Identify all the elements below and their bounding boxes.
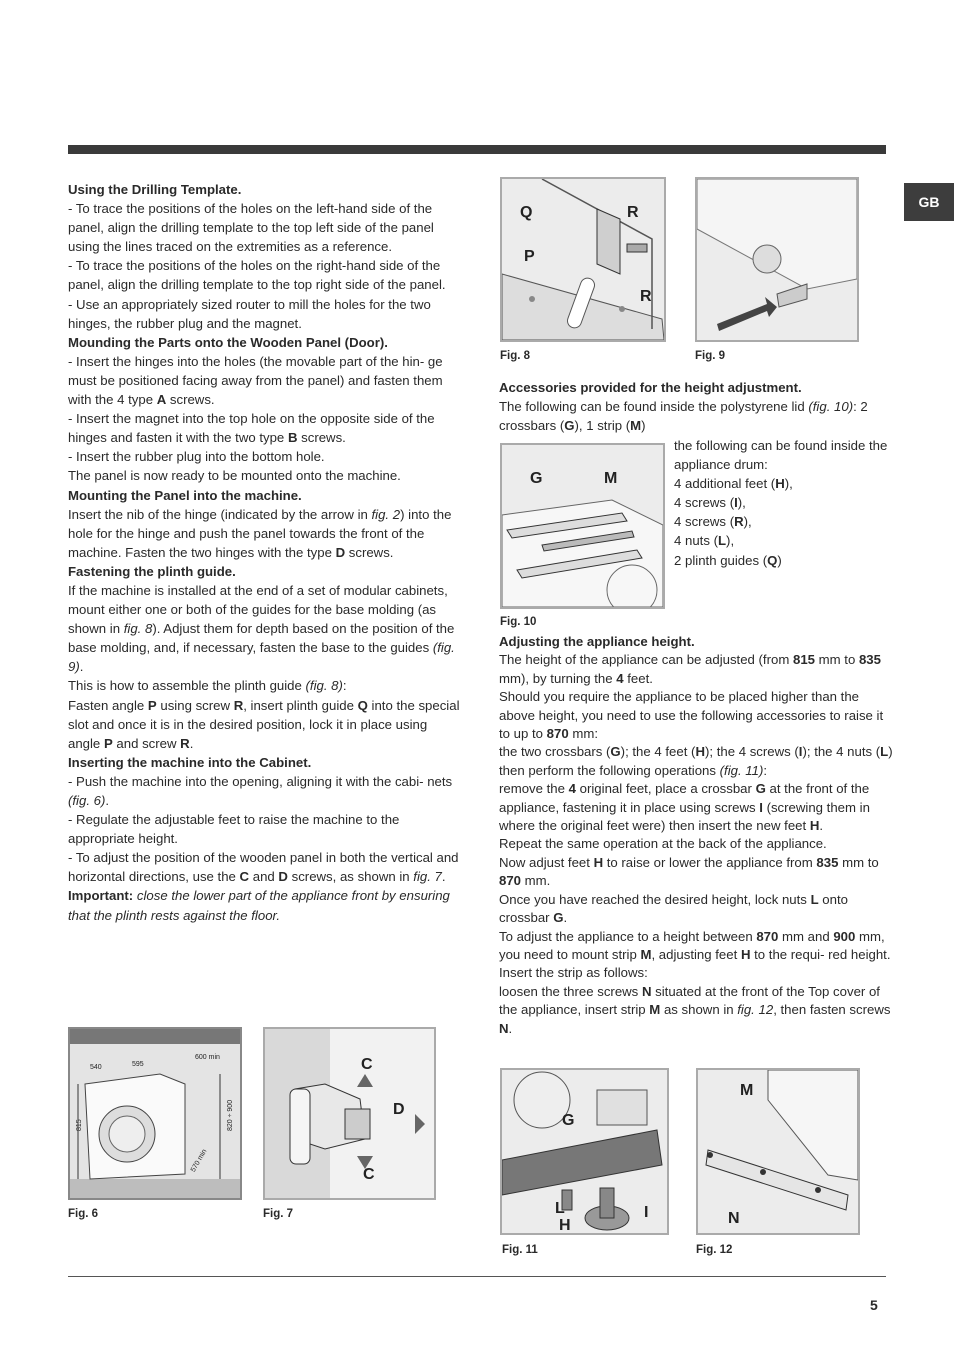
paragraph: remove the 4 original feet, place a crossbar G at the front of the appliance, fastening it in place using screws I (screwing them in where the original feet were) then insert the new feet H. xyxy=(499,781,870,834)
language-tab: GB xyxy=(904,183,954,221)
paragraph: - To trace the positions of the holes on the right-hand side of the panel, align the drilling template to the top right side of the panel. xyxy=(68,258,446,293)
section-title-mounting: Mounting the Panel into the machine. xyxy=(68,487,302,503)
important-note: Important: close the lower part of the appliance front by ensuring that the plinth rests against the floor. xyxy=(68,888,450,923)
figure-11-image xyxy=(500,1068,669,1235)
paragraph: If the machine is installed at the end of a set of modular cabinets, mount either one or both of the guides for the base molding (as shown in fig. 8). Adjust them for depth based on the position of the base molding, and, if necessary, fasten the base to the guides (fig. 9). xyxy=(68,582,455,675)
fig7-label-d: D xyxy=(393,1101,405,1118)
paragraph: - Use an appropriately sized router to mill the holes for the two hinges, the rubber plug and the magnet. xyxy=(68,296,431,331)
figure-12-image xyxy=(696,1068,860,1235)
fig10-label-g: G xyxy=(530,470,543,487)
list-item: 2 plinth guides (Q) xyxy=(674,552,782,568)
paragraph: This is how to assemble the plinth guide (fig. 8): xyxy=(68,678,347,694)
section-title-adjusting: Adjusting the appliance height. xyxy=(499,634,695,649)
figure-9-caption: Fig. 9 xyxy=(695,350,726,362)
fig11-label-g: G xyxy=(562,1112,575,1129)
fig11-label-i: I xyxy=(644,1204,649,1221)
paragraph: - To adjust the position of the wooden panel in both the vertical and horizontal directions, use the C and D screws, as shown in fig. 7. xyxy=(68,850,459,885)
section-title-inserting: Inserting the machine into the Cabinet. xyxy=(68,754,312,770)
fig7-label-c-bottom: C xyxy=(363,1166,375,1183)
figure-8-caption: Fig. 8 xyxy=(500,350,531,362)
fig6-dim-570min: 570 min xyxy=(189,1148,209,1174)
fig8-label-r-bottom: R xyxy=(640,288,652,305)
paragraph: Insert the strip as follows: xyxy=(499,965,648,981)
list-item: 4 screws (R), xyxy=(674,514,752,530)
adjusting-section xyxy=(499,633,894,1038)
paragraph: - Insert the magnet into the top hole on the opposite side of the hinges and fasten it with the two type B screws. xyxy=(68,411,435,446)
paragraph: Now adjust feet H to raise or lower the appliance from 835 mm to 870 mm. xyxy=(499,854,879,889)
paragraph: To adjust the appliance to a height between 870 mm and 900 mm, you need to mount strip M, adjusting feet H to the requi- red height. xyxy=(499,928,891,962)
paragraph: the following can be found inside the appliance drum: xyxy=(674,438,888,473)
fig12-label-n: N xyxy=(728,1210,740,1227)
footer-rule xyxy=(68,1276,886,1277)
paragraph: - Push the machine into the opening, aligning it with the cabi- nets (fig. 6). xyxy=(68,773,453,808)
figure-10-caption: Fig. 10 xyxy=(500,616,537,628)
page-number: 5 xyxy=(870,1297,878,1313)
fig11-label-h: H xyxy=(559,1217,571,1233)
paragraph: Once you have reached the desired height, lock nuts L onto crossbar G. xyxy=(499,891,848,926)
list-item: 4 nuts (L), xyxy=(674,533,735,549)
figure-6-image xyxy=(68,1027,242,1200)
paragraph: The panel is now ready to be mounted onto the machine. xyxy=(68,468,401,484)
paragraph: the two crossbars (G); the 4 feet (H); the 4 screws (I); the 4 nuts (L) then perform the following operations (fig. 11): xyxy=(499,744,893,778)
paragraph: - Insert the hinges into the holes (the movable part of the hin- ge must be positioned facing away from the panel) and fasten them with the 4 type A screws. xyxy=(68,353,443,408)
section-title-accessories: Accessories provided for the height adjustment. xyxy=(499,380,802,395)
paragraph: Fasten angle P using screw R, insert plinth guide Q into the special slot and once it is in the desired position, lock it in place using angle P and screw R. xyxy=(68,697,460,751)
paragraph: Should you require the appliance to be placed higher than the above height, you need to use the following accessories to raise it to up to 870 mm: xyxy=(499,689,884,742)
figure-8-image xyxy=(500,177,666,342)
fig8-label-q: Q xyxy=(520,204,533,221)
drum-contents xyxy=(674,436,889,570)
accessories-section xyxy=(499,378,894,435)
paragraph: - Regulate the adjustable feet to raise the machine to the appropriate height. xyxy=(68,812,400,847)
paragraph: The following can be found inside the polystyrene lid (fig. 10): 2 crossbars (G), 1 strip (M) xyxy=(499,399,868,434)
fig8-label-p: P xyxy=(524,248,535,265)
figure-10-image xyxy=(500,443,665,609)
figure-6-caption: Fig. 6 xyxy=(68,1208,99,1220)
fig6-dim-820-900: 820 ÷ 900 xyxy=(227,1099,234,1131)
section-title-drilling: Using the Drilling Template. xyxy=(68,182,242,197)
figure-12-caption: Fig. 12 xyxy=(696,1244,733,1256)
paragraph: Repeat the same operation at the back of the appliance. xyxy=(499,836,827,852)
paragraph: The height of the appliance can be adjusted (from 815 mm to 835 mm), by turning the 4 feet. xyxy=(499,652,881,686)
paragraph: - Insert the rubber plug into the bottom hole. xyxy=(68,449,325,465)
fig7-label-c-top: C xyxy=(361,1056,373,1073)
header-rule xyxy=(68,145,886,154)
figure-9-image xyxy=(695,177,859,342)
figure-7-caption: Fig. 7 xyxy=(263,1208,294,1220)
figure-11-caption: Fig. 11 xyxy=(502,1244,538,1256)
fig11-label-l: L xyxy=(555,1200,565,1217)
left-column xyxy=(68,180,460,925)
section-title-mounding: Mounding the Parts onto the Wooden Panel (Door). xyxy=(68,334,388,350)
list-item: 4 additional feet (H), xyxy=(674,476,793,492)
fig6-dim-540: 540 xyxy=(90,1064,102,1071)
paragraph: Insert the nib of the hinge (indicated by the arrow in fig. 2) into the hole for the hinge and push the panel towards the front of the machine. Fasten the two hinges with the type D screws. xyxy=(68,506,452,560)
paragraph: - To trace the positions of the holes on the left-hand side of the panel, align the drilling template to the top left side of the panel using the lines traced on the extremities as a reference. xyxy=(68,201,434,255)
section-title-plinth: Fastening the plinth guide. xyxy=(68,563,236,579)
figure-7-image xyxy=(263,1027,436,1200)
fig10-label-m: M xyxy=(604,470,618,487)
paragraph: loosen the three screws N situated at the front of the Top cover of the appliance, insert strip M as shown in fig. 12, then fasten screws N. xyxy=(499,983,891,1036)
fig6-dim-815: 815 xyxy=(76,1119,83,1131)
list-item: 4 screws (I), xyxy=(674,495,746,511)
fig12-label-m: M xyxy=(740,1082,754,1099)
fig8-label-r-top: R xyxy=(627,204,639,221)
fig6-dim-600min: 600 min xyxy=(195,1054,220,1061)
fig6-dim-595: 595 xyxy=(132,1061,144,1068)
